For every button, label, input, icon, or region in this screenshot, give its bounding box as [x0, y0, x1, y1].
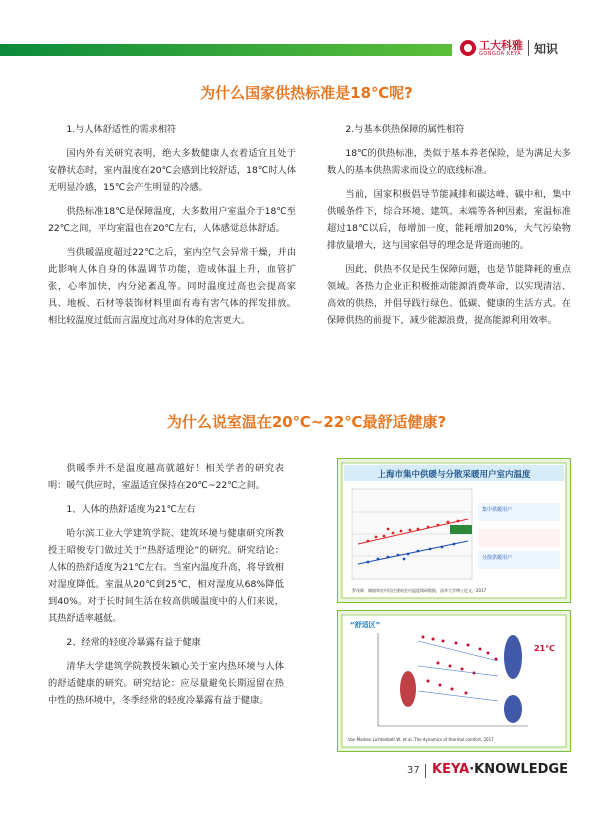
page-number: 37 [407, 765, 420, 776]
subheading: 1、人体的热舒适度为21℃左右 [66, 504, 196, 515]
figure-1-graphic [338, 459, 570, 602]
paragraph: 哈尔滨工业大学建筑学院、建筑环境与健康研究所教授王昭俊专门做过关于“热舒适理论”的研究。研究结论：人体的热舒适度为21℃左右。当室内温度升高，将导致相对湿度降低。室温从20℃到25℃，相对湿度从68%降低到40%。对于长时间生活在较高供暖温度中的人们来说，其热舒适率越低。 [48, 528, 284, 624]
figure-2-graphic [338, 611, 570, 751]
footer-brand-knowledge: ·KNOWLEDGE [469, 762, 568, 777]
paragraph: 国内外有关研究表明，绝大多数健康人衣着适宜且处于安静状态时，室内温度在20℃会感到比较舒适，18℃时人体无明显冷感，15℃会产生明显的冷感。 [48, 148, 296, 193]
paragraph: 当前，国家积极倡导节能减排和碳达峰、碳中和，集中供暖条件下，综合环境、建筑、末端等各种因素，室温标准超过18℃以后，每增加一度，能耗增加20%，大气污染物排放量增大，这与国家倡导的理念是背道而驰的。 [327, 189, 571, 251]
section1-right-column [327, 121, 571, 336]
header-brand [460, 37, 558, 59]
figure-1-title: 上海市集中供暖与分散采暖用户室内温度 [377, 470, 531, 480]
section1-title: 为什么国家供热标准是18℃呢? [200, 84, 413, 102]
figure-1-legend-2: 分散供暖用户 [482, 555, 513, 561]
brand-divider [528, 40, 529, 56]
paragraph: 因此，供热不仅是民生保障问题，也是节能降耗的重点领域。各热力企业正积极推动能源消费革命，以实现清洁、高效的供热，并倡导践行绿色、低碳、健康的生活方式。在保障供热的前提下，减少能源浪费，提高能源利用效率。 [327, 264, 571, 326]
section1-left-heading: 1.与人体舒适性的需求相符 [66, 124, 177, 135]
section1-right-heading: 2.与基本供热保障的属性相符 [345, 124, 465, 135]
section2-column [48, 460, 284, 716]
brand-name-cn: 工大科雅 [479, 38, 523, 52]
figure-1 [337, 458, 571, 603]
footer-divider [425, 764, 426, 778]
figure-1-legend-1: 集中供暖用户 [482, 507, 513, 513]
figure-2-caption: Van Marken Lichtenbelt W, et al. The dynamics of thermal comfort, 2017 [348, 737, 494, 742]
brand-name-en: GONGDA KEYA [479, 50, 522, 57]
section2-title: 为什么说室温在20℃~22℃最舒适健康? [166, 413, 447, 431]
footer-brand-keya: KEYA [432, 762, 470, 777]
paragraph: 供暖季并不是温度越高就越好！相关学者的研究表明：暖气供应时，室温适宜保持在20℃~22℃之间。 [48, 463, 284, 491]
paragraph: 18℃的供热标准，类似于基本养老保险，是为满足大多数人的基本供热需求而设立的底线标准。 [327, 148, 571, 176]
paragraph: 清华大学建筑学院教授朱颖心关于室内热环境与人体的舒适健康的研究。研究结论：应尽量避免长期逗留在热中性的热环境中，冬季经常的轻度冷暴露有益于健康。 [48, 661, 284, 706]
paragraph: 当供暖温度超过22℃之后，室内空气会异常干燥，并由此影响人体自身的体温调节功能，造成体温上升，血管扩张，心率加快，内分泌紊乱等。同时温度过高也会提高家具、地板、石材等装饰材料里面有毒有害气体的挥发排放。相比较温度过低而言温度过高对身体的危害更大。 [48, 247, 296, 326]
section-tag: 知识 [534, 41, 559, 56]
footer-brand [432, 762, 568, 777]
brand-logo-icon [460, 40, 476, 56]
figure-2 [337, 610, 571, 752]
section1-left-column [48, 121, 296, 336]
figure-1-caption: 罗茂辉：城镇和农村居住建筑室内温度调研数据，清华大学博士论文，2017 [352, 588, 487, 593]
subheading: 2、经常的轻度冷暴露有益于健康 [66, 637, 201, 648]
figure-2-label: 21℃ [534, 644, 555, 653]
header-bar [0, 44, 452, 56]
figure-2-title: “舒适区” [350, 621, 381, 629]
paragraph: 供热标准18℃是保障温度，大多数用户室温介于18℃至22℃之间，平均室温也在20℃左右，人体感觉总体舒适。 [48, 206, 296, 234]
